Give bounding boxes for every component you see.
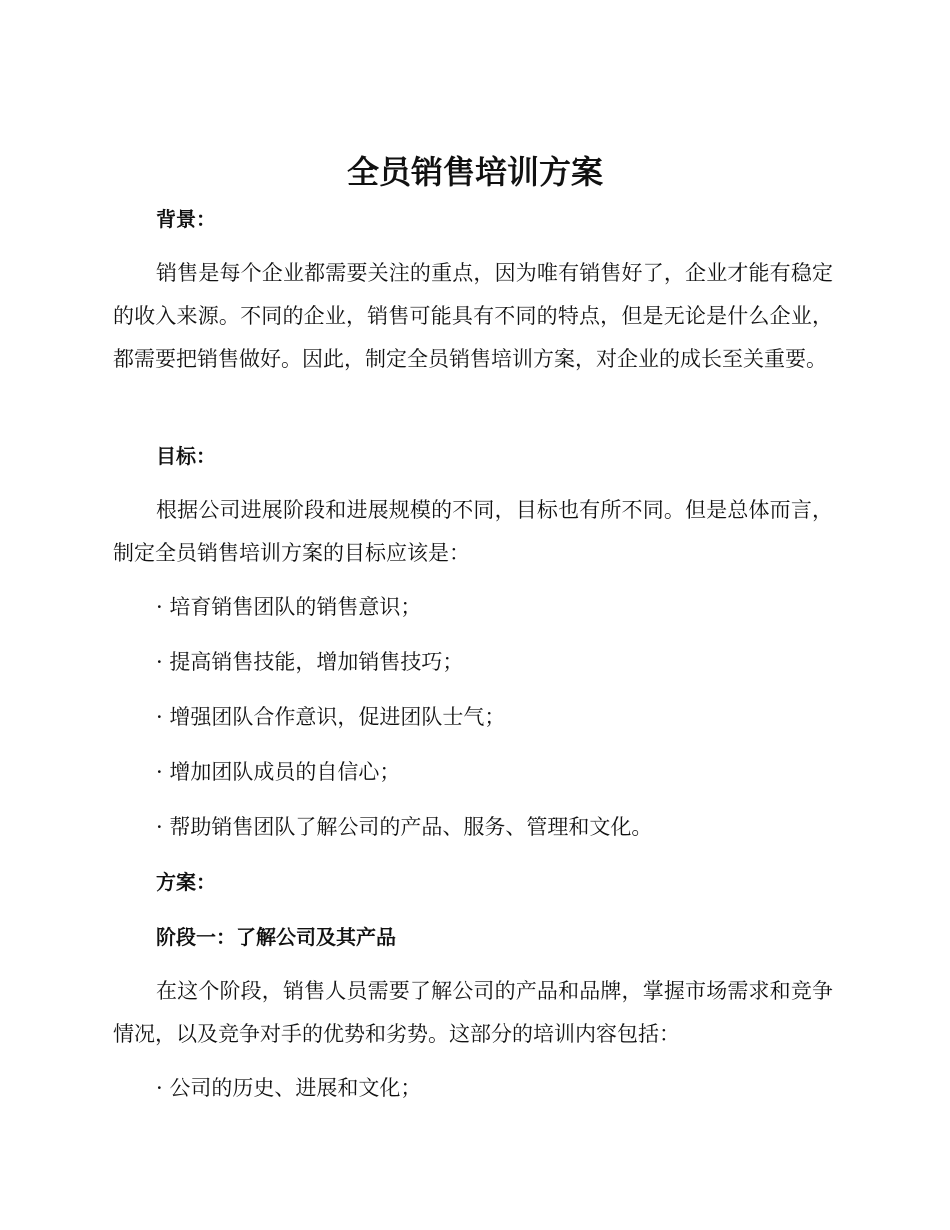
list-item: · 公司的历史、进展和文化；	[156, 1076, 422, 1100]
stage1-paragraph: 在这个阶段，销售人员需要了解公司的产品和品牌，掌握市场需求和竞争情况，以及竞争对手的优势和劣势。这部分的培训内容包括：	[113, 979, 833, 1046]
list-item: · 增强团队合作意识，促进团队士气；	[156, 705, 506, 729]
goal-paragraph: 根据公司进展阶段和进展规模的不同，目标也有所不同。但是总体而言，制定全员销售培训方案的目标应该是：	[113, 498, 833, 565]
list-item: · 培育销售团队的销售意识；	[156, 595, 422, 619]
background-paragraph: 销售是每个企业都需要关注的重点，因为唯有销售好了，企业才能有稳定的收入来源。不同的企业，销售可能具有不同的特点，但是无论是什么企业，都需要把销售做好。因此，制定全员销售培训方案，对企业的成长至关重要。	[113, 261, 833, 371]
stage1-heading: 阶段一：了解公司及其产品	[156, 925, 396, 949]
list-item: · 提高销售技能，增加销售技巧；	[156, 650, 464, 674]
plan-heading: 方案：	[156, 870, 216, 894]
background-heading: 背景：	[156, 207, 216, 231]
list-item: · 帮助销售团队了解公司的产品、服务、管理和文化。	[156, 815, 653, 839]
goal-heading: 目标：	[156, 444, 216, 468]
list-item: · 增加团队成员的自信心；	[156, 760, 401, 784]
document-title: 全员销售培训方案	[346, 153, 603, 191]
